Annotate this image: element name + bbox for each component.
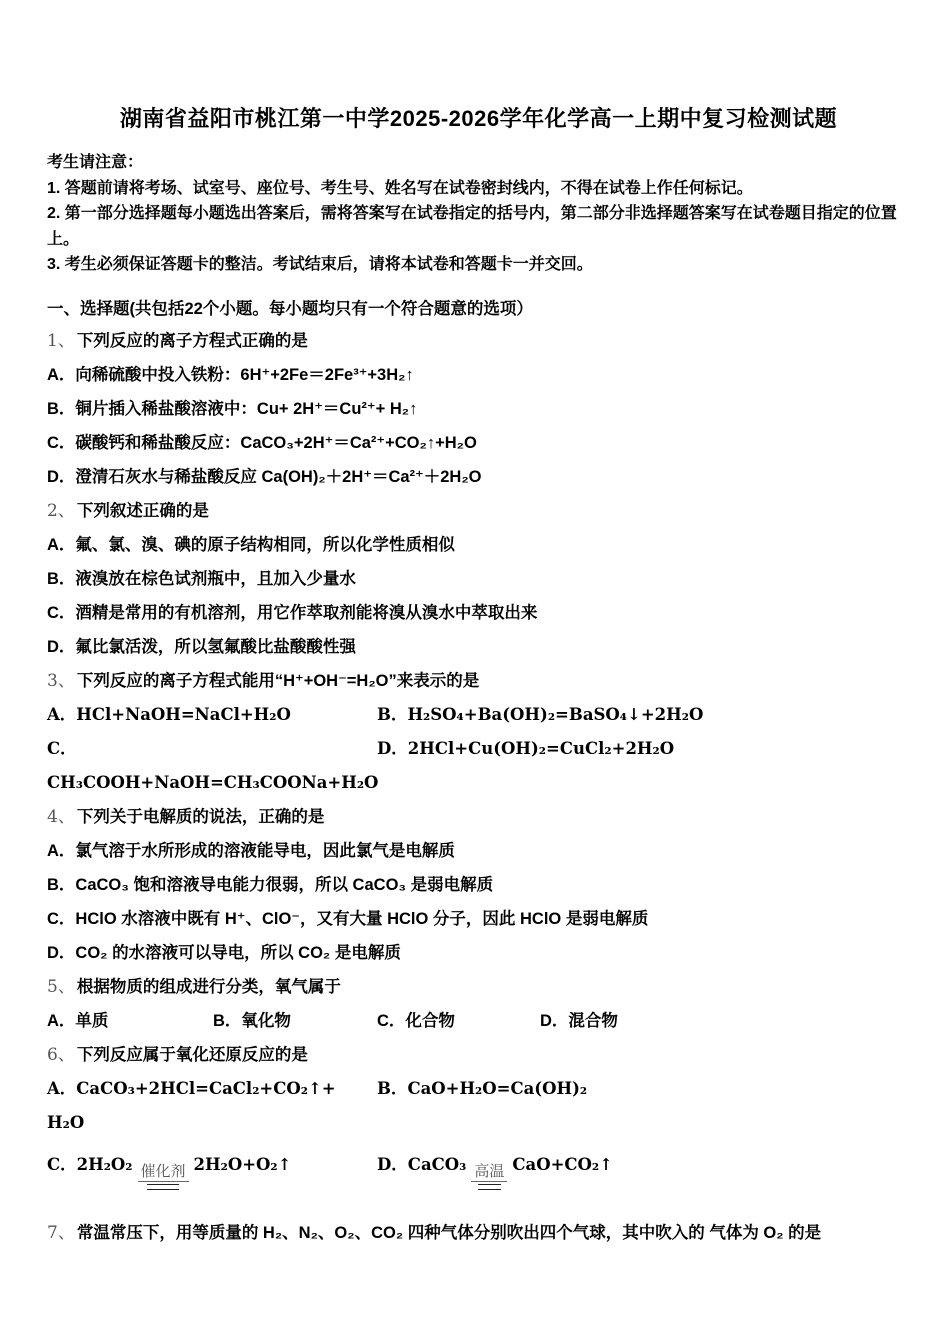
question-2-stem <box>47 494 910 528</box>
section-heading: 一、选择题(共包括22个小题。每小题均只有一个符合题意的选项） <box>47 299 533 318</box>
reaction-right: 2H₂O+O₂↑ <box>193 1154 292 1174</box>
question-3-option-c: C．CH₃COOH+NaOH=CH₃COONa+H₂O <box>47 738 379 792</box>
question-number: 3、 <box>47 670 75 691</box>
question-5-option-a: A．单质 <box>47 1011 109 1030</box>
question-2-option-d: D．氟比氯活泼，所以氢氟酸比盐酸酸性强 <box>47 637 356 656</box>
question-7-stem <box>47 1216 910 1250</box>
question-2-option-c: C．酒精是常用的有机溶剂，用它作萃取剂能将溴从溴水中萃取出来 <box>47 603 538 622</box>
question-4-option-c: C．HClO 水溶液中既有 H⁺、ClO⁻，又有大量 HClO 分子，因此 HClO 是弱电解质 <box>47 909 649 928</box>
question-3-option-a: A．HCl+NaOH=NaCl+H₂O <box>47 704 291 724</box>
equals-line <box>147 1184 180 1190</box>
question-6-option-d <box>377 1150 613 1190</box>
notice-item-2: 2. 第一部分选择题每小题选出答案后，需将答案写在试卷指定的括号内，第二部分非选择题答案写在试卷题目指定的位置上。 <box>47 205 897 248</box>
question-3-option-d: D．2HCl+Cu(OH)₂=CuCl₂+2H₂O <box>377 738 675 758</box>
question-5-option-c: C．化合物 <box>377 1011 455 1030</box>
reaction-condition <box>471 1162 507 1190</box>
question-stem-text: 下列反应的离子方程式正确的是 <box>76 331 308 350</box>
question-4 <box>47 800 910 970</box>
question-1-option-b: B．铜片插入稀盐酸溶液中：Cu+ 2H⁺＝Cu²⁺+ H₂↑ <box>47 399 418 418</box>
question-1 <box>47 324 910 494</box>
question-stem-text: 下列反应的离子方程式能用“H⁺+OH⁻=H₂O”来表示的是 <box>76 671 480 690</box>
question-6-options-row-1 <box>47 1072 910 1140</box>
question-number: 6、 <box>47 1044 75 1065</box>
question-6-option-b: B．CaO+H₂O=Ca(OH)₂ <box>377 1078 588 1098</box>
notice-heading: 考生请注意： <box>47 154 144 171</box>
question-3-stem <box>47 664 910 698</box>
question-6-options-row-2 <box>47 1150 910 1190</box>
question-6-option-c <box>47 1150 377 1190</box>
question-4-option-b: B．CaCO₃ 饱和溶液导电能力很弱，所以 CaCO₃ 是弱电解质 <box>47 875 494 894</box>
condition-label: 催化剂 <box>138 1162 189 1182</box>
condition-label: 高温 <box>471 1162 507 1182</box>
notice-item-3: 3. 考生必须保证答题卡的整洁。考试结束后，请将本试卷和答题卡一并交回。 <box>47 256 593 273</box>
question-4-option-d: D．CO₂ 的水溶液可以导电，所以 CO₂ 是电解质 <box>47 943 401 962</box>
question-stem-text: 根据物质的组成进行分类，氧气属于 <box>76 977 341 996</box>
question-5-stem <box>47 970 910 1004</box>
question-1-option-a: A．向稀硫酸中投入铁粉：6H⁺+2Fe＝2Fe³⁺+3H₂↑ <box>47 365 414 384</box>
reaction-left: D．CaCO₃ <box>377 1154 467 1174</box>
question-stem-text: 下列反应属于氧化还原反应的是 <box>76 1045 308 1064</box>
notice-item-1: 1. 答题前请将考场、试室号、座位号、考生号、姓名写在试卷密封线内，不得在试卷上作任何标记。 <box>47 179 753 197</box>
page-title: 湖南省益阳市桃江第一中学2025-2026学年化学高一上期中复习检测试题 <box>119 106 838 131</box>
question-1-option-d: D．澄清石灰水与稀盐酸反应 Ca(OH)₂＋2H⁺＝Ca²⁺＋2H₂O <box>47 467 482 486</box>
question-5 <box>47 970 910 1038</box>
question-3 <box>47 664 910 800</box>
question-number: 5、 <box>47 976 75 997</box>
question-number: 4、 <box>47 806 75 827</box>
question-6-option-a: A．CaCO₃+2HCl=CaCl₂+CO₂↑+ H₂O <box>47 1078 336 1132</box>
question-3-option-b: B．H₂SO₄+Ba(OH)₂=BaSO₄↓+2H₂O <box>377 704 704 724</box>
question-5-options-row <box>47 1004 910 1038</box>
question-3-options-row-1 <box>47 698 910 732</box>
equals-line <box>478 1184 501 1190</box>
question-number: 1、 <box>47 330 75 351</box>
question-stem-text: 下列关于电解质的说法，正确的是 <box>76 807 325 826</box>
question-4-option-a: A．氯气溶于水所形成的溶液能导电，因此氯气是电解质 <box>47 841 455 860</box>
question-3-options-row-2 <box>47 732 910 800</box>
question-5-option-d: D．混合物 <box>540 1011 618 1030</box>
reaction-left: C．2H₂O₂ <box>47 1154 133 1174</box>
question-6-stem <box>47 1038 910 1072</box>
reaction-right: CaO+CO₂↑ <box>512 1154 613 1174</box>
question-2 <box>47 494 910 664</box>
question-5-option-b: B．氧化物 <box>213 1011 291 1030</box>
question-number: 2、 <box>47 500 75 521</box>
question-2-option-a: A．氟、氯、溴、碘的原子结构相同，所以化学性质相似 <box>47 535 455 554</box>
question-stem-text: 下列叙述正确的是 <box>76 501 209 520</box>
question-7 <box>47 1216 910 1250</box>
question-1-stem <box>47 324 910 358</box>
question-stem-text: 常温常压下，用等质量的 H₂、N₂、O₂、CO₂ 四种气体分别吹出四个气球，其中吹入的 气体为 O₂ 的是 <box>76 1223 822 1242</box>
question-1-option-c: C．碳酸钙和稀盐酸反应：CaCO₃+2H⁺＝Ca²⁺+CO₂↑+H₂O <box>47 433 477 452</box>
notice-block <box>47 150 910 278</box>
reaction-condition <box>138 1162 189 1190</box>
question-number: 7、 <box>47 1222 75 1243</box>
question-6 <box>47 1038 910 1190</box>
question-2-option-b: B．液溴放在棕色试剂瓶中，且加入少量水 <box>47 569 356 588</box>
question-4-stem <box>47 800 910 834</box>
